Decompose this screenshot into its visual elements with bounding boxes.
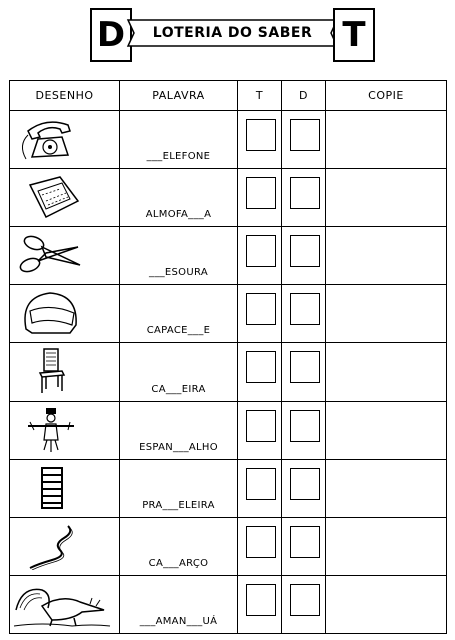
t-cell [238, 343, 282, 401]
word-text: PRA___ELEIRA [142, 499, 215, 511]
page-title: LOTERIA DO SABER [152, 25, 313, 41]
table-row [10, 285, 447, 343]
title-banner [126, 18, 339, 48]
t-checkbox[interactable] [246, 293, 276, 325]
t-checkbox[interactable] [246, 177, 276, 209]
d-cell [282, 227, 326, 285]
word-text: ___ESOURA [149, 267, 208, 279]
word-cell [120, 401, 238, 459]
t-cell [238, 227, 282, 285]
drawing-cell [10, 285, 120, 343]
word-text: ___ELEFONE [146, 151, 211, 163]
t-cell [238, 285, 282, 343]
word-cell [120, 169, 238, 227]
column-header-t: T [238, 81, 282, 111]
drawing-cell [10, 401, 120, 459]
word-cell [120, 285, 238, 343]
scarecrow-icon [16, 406, 86, 454]
word-cell [120, 111, 238, 169]
drawing-cell [10, 169, 120, 227]
d-cell [282, 575, 326, 633]
drawing-cell [10, 111, 120, 169]
t-cell [238, 459, 282, 517]
t-checkbox[interactable] [246, 235, 276, 267]
drawing-cell [10, 343, 120, 401]
t-cell [238, 169, 282, 227]
copy-cell[interactable] [326, 111, 447, 169]
word-text: ___AMAN___UÁ [139, 616, 218, 627]
d-checkbox[interactable] [290, 235, 320, 267]
copy-cell[interactable] [326, 227, 447, 285]
helmet-icon [16, 289, 86, 337]
t-checkbox[interactable] [246, 468, 276, 500]
word-cell [120, 343, 238, 401]
d-checkbox[interactable] [290, 584, 320, 616]
word-cell [120, 227, 238, 285]
d-cell [282, 285, 326, 343]
copy-cell[interactable] [326, 285, 447, 343]
chair-icon [16, 347, 86, 395]
column-header-desenho: DESENHO [10, 81, 120, 111]
d-cell [282, 459, 326, 517]
header [90, 8, 375, 60]
copy-cell[interactable] [326, 575, 447, 633]
d-checkbox[interactable] [290, 351, 320, 383]
copy-cell[interactable] [326, 459, 447, 517]
scissors-icon [16, 231, 86, 279]
table-row [10, 575, 447, 633]
table-row [10, 111, 447, 169]
copy-cell[interactable] [326, 401, 447, 459]
copy-cell[interactable] [326, 517, 447, 575]
shelf-icon [16, 464, 86, 512]
anteater-icon [12, 580, 112, 628]
letter-d-box: D [90, 8, 132, 62]
d-checkbox[interactable] [290, 526, 320, 558]
t-cell [238, 517, 282, 575]
t-cell [238, 111, 282, 169]
d-checkbox[interactable] [290, 468, 320, 500]
table-row [10, 227, 447, 285]
d-cell [282, 343, 326, 401]
word-text: CAPACE___E [146, 325, 211, 337]
table-row [10, 401, 447, 459]
string-icon [16, 522, 86, 570]
column-header-palavra: PALAVRA [120, 81, 238, 111]
word-cell [120, 459, 238, 517]
drawing-cell [10, 227, 120, 285]
word-text: ALMOFA___A [145, 209, 212, 221]
t-cell [238, 575, 282, 633]
table-row [10, 343, 447, 401]
telephone-icon [16, 115, 86, 163]
table-row [10, 169, 447, 227]
table-row [10, 459, 447, 517]
table-row [10, 517, 447, 575]
column-header-copie: COPIE [326, 81, 447, 111]
drawing-cell [10, 575, 120, 633]
copy-cell[interactable] [326, 169, 447, 227]
t-checkbox[interactable] [246, 410, 276, 442]
t-checkbox[interactable] [246, 526, 276, 558]
word-text: CA___EIRA [151, 383, 206, 395]
drawing-cell [10, 459, 120, 517]
word-text: CA___ARÇO [148, 557, 209, 569]
d-checkbox[interactable] [290, 293, 320, 325]
t-checkbox[interactable] [246, 119, 276, 151]
word-text: ESPAN___ALHO [139, 441, 218, 453]
letter-t-box: T [333, 8, 375, 62]
worksheet-table [9, 80, 447, 634]
d-cell [282, 169, 326, 227]
copy-cell[interactable] [326, 343, 447, 401]
d-cell [282, 111, 326, 169]
header-row [10, 81, 447, 111]
d-cell [282, 517, 326, 575]
t-cell [238, 401, 282, 459]
drawing-cell [10, 517, 120, 575]
d-checkbox[interactable] [290, 410, 320, 442]
column-header-d: D [282, 81, 326, 111]
word-cell [120, 517, 238, 575]
d-checkbox[interactable] [290, 119, 320, 151]
word-cell [120, 575, 238, 633]
cushion-icon [16, 173, 86, 221]
t-checkbox[interactable] [246, 584, 276, 616]
d-checkbox[interactable] [290, 177, 320, 209]
d-cell [282, 401, 326, 459]
t-checkbox[interactable] [246, 351, 276, 383]
